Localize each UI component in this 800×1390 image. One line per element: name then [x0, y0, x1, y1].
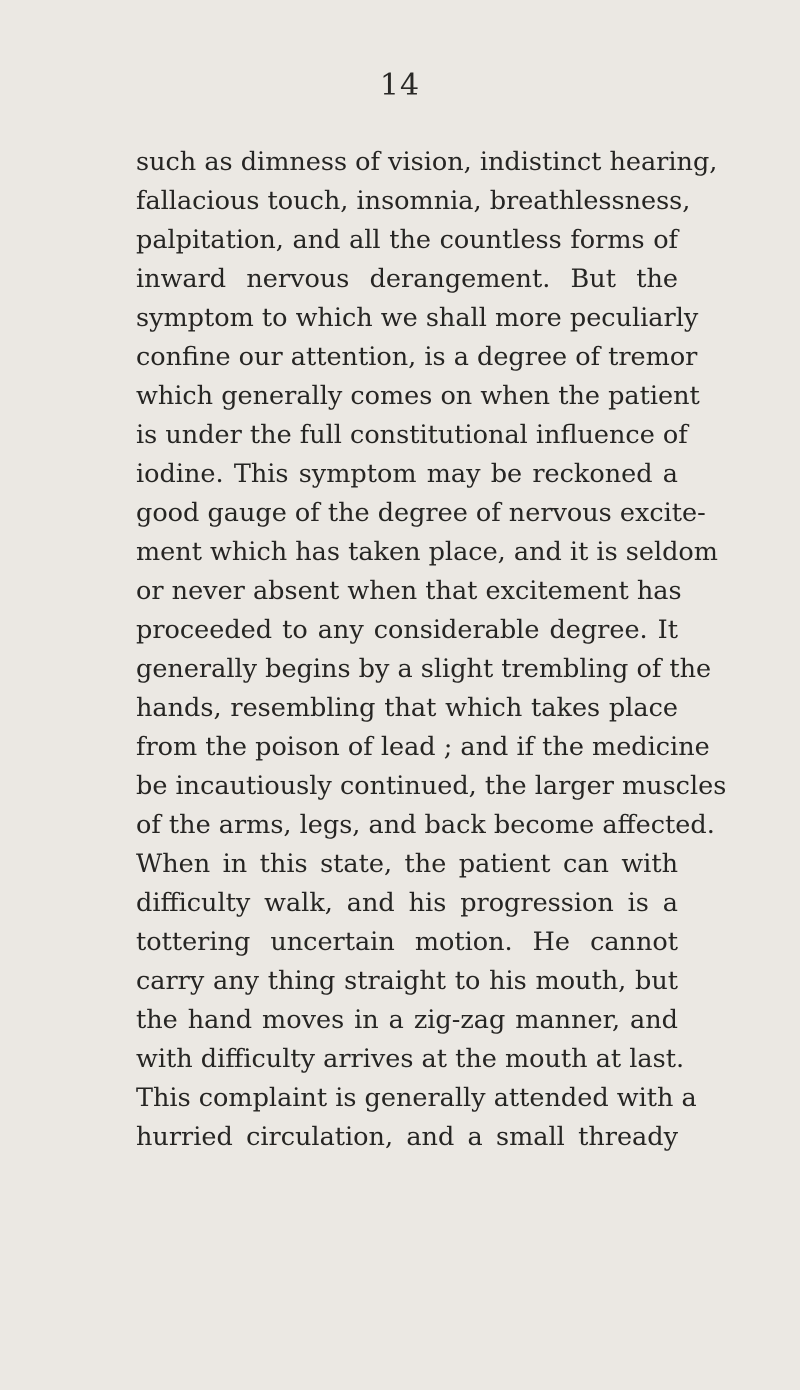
text-line: difficulty walk, and his progression is a: [136, 888, 678, 918]
text-line: palpitation, and all the countless forms of: [136, 225, 678, 255]
text-line: be incautiously continued, the larger muscles: [136, 771, 727, 801]
text-line: When in this state, the patient can with: [136, 849, 678, 879]
text-line: which generally comes on when the patient: [136, 381, 700, 411]
text-line: such as dimness of vision, indistinct hearing,: [136, 147, 718, 177]
text-line: from the poison of lead ; and if the medicine: [136, 732, 710, 762]
text-line: hands, resembling that which takes place: [136, 693, 678, 723]
text-line: This complaint is generally attended with a: [136, 1083, 697, 1113]
text-line: inward nervous derangement. But the: [136, 264, 678, 294]
text-line: fallacious touch, insomnia, breathlessness,: [136, 186, 691, 216]
text-line: with difficulty arrives at the mouth at last.: [136, 1044, 685, 1074]
text-line: symptom to which we shall more peculiarly: [136, 303, 699, 333]
text-line: hurried circulation, and a small thready: [136, 1122, 678, 1152]
text-line: ment which has taken place, and it is seldom: [136, 537, 718, 567]
text-line: generally begins by a slight trembling of the: [136, 654, 712, 684]
text-line: the hand moves in a zig-zag manner, and: [136, 1005, 678, 1035]
text-line: carry any thing straight to his mouth, but: [136, 966, 678, 996]
text-line: tottering uncertain motion. He cannot: [136, 927, 678, 957]
page-number: 14: [379, 68, 421, 103]
text-line: is under the full constitutional influence of: [136, 420, 688, 450]
text-line: confine our attention, is a degree of tremor: [136, 342, 698, 372]
text-line: or never absent when that excitement has: [136, 576, 682, 606]
text-line: proceeded to any considerable degree. It: [136, 615, 678, 645]
text-line: iodine. This symptom may be reckoned a: [136, 459, 678, 489]
text-line: of the arms, legs, and back become affected.: [136, 810, 715, 840]
text-line: good gauge of the degree of nervous excite-: [136, 498, 706, 528]
